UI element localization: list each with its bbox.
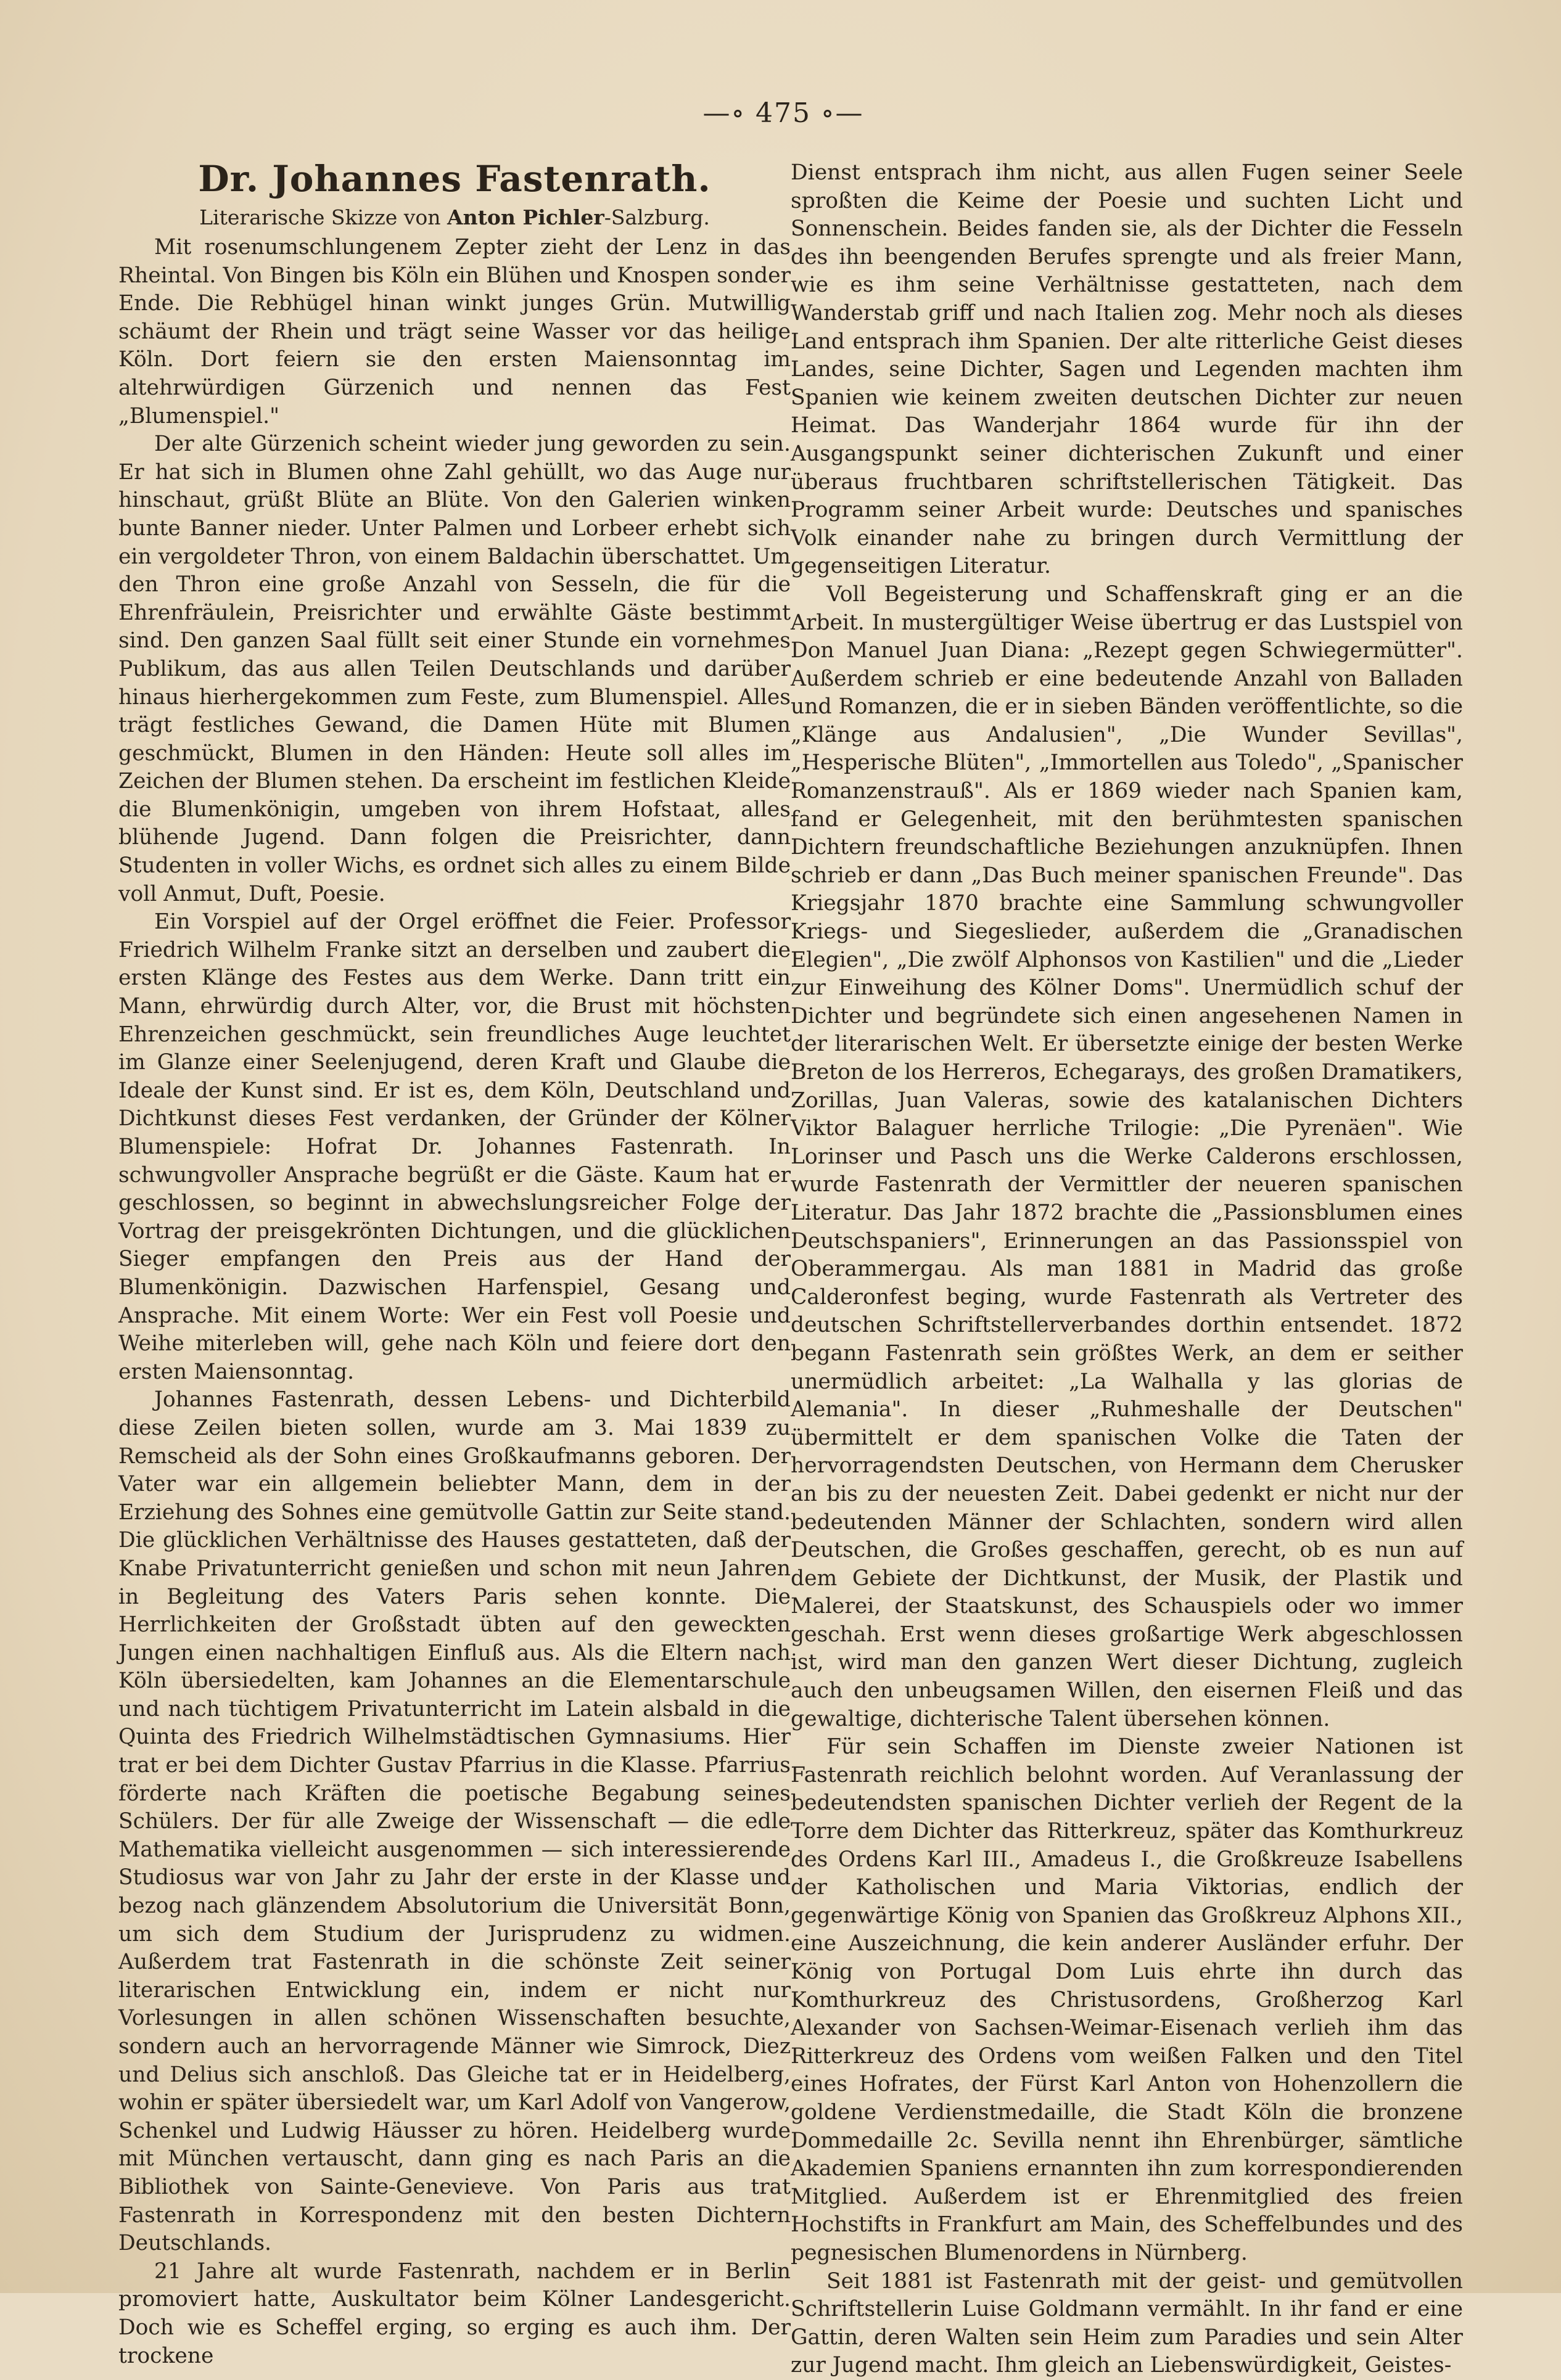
paragraph: Voll Begeisterung und Schaffenskraft ging er an die Arbeit. In mustergültiger Weise übertrug er das Lustspiel von Don Manuel Juan Diana: „Rezept gegen Schwiegermütter". Außerdem schrieb er eine bedeutende Anzahl von Balladen und Romanzen, die er in sieben Bänden veröffentlichte, so die „Klänge aus Andalusien", „Die Wunder Sevillas", „Hesperische Blüten", „Immortellen aus Toledo", „Spanischer Romanzenstrauß". Als er 1869 wieder nach Spanien kam, fand er Gelegenheit, mit den berühmtesten spanischen Dichtern freundschaftliche Beziehungen anzuknüpfen. Ihnen schrieb er dann „Das Buch meiner spanischen Freunde". Das Kriegsjahr 1870 brachte eine Sammlung schwungvoller Kriegs- und Siegeslieder, außerdem die „Granadischen Elegien", „Die zwölf Alphonsos von Kastilien" und die „Lieder zur Einweihung des Kölner Doms". Unermüdlich schuf der Dichter und begründete sich einen angesehenen Namen in der literarischen Welt. Er übersetzte einige der besten Werke Breton de los Herreros, Echegarays, des großen Dramatikers, Zorillas, Juan Valeras, sowie des katalanischen Dichters Viktor Balaguer herrliche Trilogie: „Die Pyrenäen". Wie Lorinser und Pasch uns die Werke Calderons erschlossen, wurde Fastenrath der Vermittler der neueren spanischen Literatur. Das Jahr 1872 brachte die „Passionsblumen eines Deutschspaniers", Erinnerungen an das Passionsspiel von Oberammergau. Als man 1881 in Madrid das große Calderonfest beging, wurde Fastenrath als Vertreter des deutschen Schriftstellerverbandes dorthin entsendet. 1872 begann Fastenrath sein größtes Werk, an dem er seither unermüdlich arbeitet: „La Walhalla y las glorias de Alemania". In dieser „Ruhmeshalle der Deutschen" übermittelt er dem spanischen Volke die Taten der hervorragendsten Deutschen, von Hermann dem Cherusker an bis zu der neuesten Zeit. Dabei gedenkt er nicht nur der bedeutenden Männer der Schlachten, sondern wird allen Deutschen, die Großes geschaffen, gerecht, ob es nun auf dem Gebiete der Dichtkunst, der Musik, der Plastik und Malerei, der Staatskunst, des Schauspiels oder wo immer geschah. Erst wenn dieses großartige Werk abgeschlossen ist, wird man den ganzen Wert dieser Dichtung, zugleich auch den unbeugsamen Willen, den eisernen Fleiß und das gewaltige, dichterische Talent übersehen können.	[791, 581, 1463, 1731]
paragraph-continuation: Dienst entsprach ihm nicht, aus allen Fugen seiner Seele sproßten die Keime der Poesie und suchten Licht und Sonnenschein. Beides fanden sie, als der Dichter die Fesseln des ihn beengenden Berufes sprengte und als freier Mann, wie es ihm seine Verhältnisse gestatteten, nach dem Wanderstab griff und nach Italien zog. Mehr noch als dieses Land entsprach ihm Spanien. Der alte ritterliche Geist dieses Landes, seine Dichter, Sagen und Legenden machten ihm Spanien wie keinem zweiten deutschen Dichter zur neuen Heimat. Das Wanderjahr 1864 wurde für ihn der Ausgangspunkt seiner dichterischen Zukunft und einer überaus fruchtbaren schriftstellerischen Tätigkeit. Das Programm seiner Arbeit wurde: Deutsches und spanisches Volk einander nahe zu bringen durch Vermittlung der gegenseitigen Literatur.	[791, 160, 1463, 579]
paragraph: Ein Vorspiel auf der Orgel eröffnet die Feier. Professor Friedrich Wilhelm Franke sitzt an derselben und zaubert die ersten Klänge des Festes aus dem Werke. Dann tritt ein Mann, ehrwürdig durch Alter, vor, die Brust mit höchsten Ehrenzeichen geschmückt, sein freundliches Auge leuchtet im Glanze einer Seelenjugend, deren Kraft und Glaube die Ideale der Kunst sind. Er ist es, dem Köln, Deutschland und Dichtkunst dieses Fest verdanken, der Gründer der Kölner Blumenspiele: Hofrat Dr. Johannes Fastenrath. In schwungvoller Ansprache begrüßt er die Gäste. Kaum hat er geschlossen, so beginnt in abwechslungsreicher Folge der Vortrag der preisgekrönten Dichtungen, und die glücklichen Sieger empfangen den Preis aus der Hand der Blumenkönigin. Dazwischen Harfenspiel, Gesang und Ansprache. Mit einem Worte: Wer ein Fest voll Poesie und Weihe miterleben will, gehe nach Köln und feiere dort den ersten Maiensonntag.	[118, 909, 791, 1384]
paragraph: Für sein Schaffen im Dienste zweier Nationen ist Fastenrath reichlich belohnt worden. Auf Veranlassung der bedeutendsten spanischen Dichter verlieh der Regent de la Torre dem Dichter das Ritterkreuz, später das Komthurkreuz des Ordens Karl III., Amadeus I., die Großkreuze Isabellens der Katholischen und Maria Viktorias, endlich der gegenwärtige König von Spanien das Großkreuz Alphons XII., eine Auszeichnung, die kein anderer Ausländer erfuhr. Der König von Portugal Dom Luis ehrte ihn durch das Komthurkreuz des Christusordens, Großherzog Karl Alexander von Sachsen-Weimar-Eisenach verlieh ihm das Ritterkreuz des Ordens vom weißen Falken und den Titel eines Hofrates, der Fürst Karl Anton von Hohenzollern die goldene Verdienstmedaille, die Stadt Köln die bronzene Dommedaille 2c. Sevilla nennt ihn Ehrenbürger, sämtliche Akademien Spaniens ernannten ihn zum korrespondierenden Mitglied. Außerdem ist er Ehrenmitglied des freien Hochstifts in Frankfurt am Main, des Scheffelbundes und des pegnesischen Blumenordens in Nürnberg.	[791, 1734, 1463, 2265]
page-number: —∘ 475 ∘—	[702, 97, 864, 129]
right-column	[791, 159, 1463, 2380]
article-subtitle	[118, 204, 791, 231]
subtitle-author: Anton Pichler	[447, 205, 604, 229]
paragraph: Seit 1881 ist Fastenrath mit der geist- und gemütvollen Schriftstellerin Luise Goldmann vermählt. In ihr fand er eine Gattin, deren Walten sein Heim zum Paradies und sein Alter zur Jugend macht. Ihm gleich an Liebenswürdigkeit, Geistes-	[791, 2268, 1463, 2378]
paragraph: Der alte Gürzenich scheint wieder jung geworden zu sein. Er hat sich in Blumen ohne Zahl gehüllt, wo das Auge nur hinschaut, grüßt Blüte an Blüte. Von den Galerien winken bunte Banner nieder. Unter Palmen und Lorbeer erhebt sich ein vergoldeter Thron, von einem Baldachin überschattet. Um den Thron eine große Anzahl von Sesseln, die für die Ehrenfräulein, Preisrichter und erwählte Gäste bestimmt sind. Den ganzen Saal füllt seit einer Stunde ein vornehmes Publikum, das aus allen Teilen Deutschlands und darüber hinaus hierhergekommen zum Feste, zum Blumenspiel. Alles trägt festliches Gewand, die Damen Hüte mit Blumen geschmückt, Blumen in den Händen: Heute soll alles im Zeichen der Blumen stehen. Da erscheint im festlichen Kleide die Blumenkönigin, umgeben von ihrem Hofstaat, alles blühende Jugend. Dann folgen die Preisrichter, dann Studenten in voller Wichs, es ordnet sich alles zu einem Bilde voll Anmut, Duft, Poesie.	[118, 432, 791, 906]
paragraph: 21 Jahre alt wurde Fastenrath, nachdem er in Berlin promoviert hatte, Auskultator beim Kölner Landesgericht. Doch wie es Scheffel erging, so erging es auch ihm. Der trockene	[118, 2259, 791, 2368]
paragraph: Johannes Fastenrath, dessen Lebens- und Dichterbild diese Zeilen bieten sollen, wurde am 3. Mai 1839 zu Remscheid als der Sohn eines Großkaufmanns geboren. Der Vater war ein allgemein beliebter Mann, dem in der Erziehung des Sohnes eine gemütvolle Gattin zur Seite stand. Die glücklichen Verhältnisse des Hauses gestatteten, daß der Knabe Privatunterricht genießen und schon mit neun Jahren in Begleitung des Vaters Paris sehen konnte. Die Herrlichkeiten der Großstadt übten auf den geweckten Jungen einen nachhaltigen Einfluß aus. Als die Eltern nach Köln übersiedelten, kam Johannes an die Elementarschule und nach tüchtigem Privatunterricht im Latein alsbald in die Quinta des Friedrich Wilhelmstädtischen Gymnasiums. Hier trat er bei dem Dichter Gustav Pfarrius in die Klasse. Pfarrius förderte nach Kräften die poetische Begabung seines Schülers. Der für alle Zweige der Wissenschaft — die edle Mathematika vielleicht ausgenommen — sich interessierende Studiosus war von Jahr zu Jahr der erste in der Klasse und bezog nach glänzendem Absolutorium die Universität Bonn, um sich dem Studium der Jurisprudenz zu widmen. Außerdem trat Fastenrath in die schönste Zeit seiner literarischen Entwicklung ein, indem er nicht nur Vorlesungen in allen schönen Wissenschaften besuchte, sondern auch an hervorragende Männer wie Simrock, Diez und Delius sich anschloß. Das Gleiche tat er in Heidelberg, wohin er später übersiedelt war, um Karl Adolf von Vangerow, Schenkel und Ludwig Häusser zu hören. Heidelberg wurde mit München vertauscht, dann ging es nach Paris an die Bibliothek von Sainte-Genevieve. Von Paris aus trat Fastenrath in Korrespondenz mit den besten Dichtern Deutschlands.	[118, 1387, 791, 2256]
article-title: Dr. Johannes Fastenrath.	[198, 158, 711, 200]
paragraph: Mit rosenumschlungenem Zepter zieht der Lenz in das Rheintal. Von Bingen bis Köln ein Blühen und Knospen sonder Ende. Die Rebhügel hinan winkt junges Grün. Mutwillig schäumt der Rhein und trägt seine Wasser vor das heilige Köln. Dort feiern sie den ersten Maiensonntag im altehrwürdigen Gürzenich und nennen das Fest „Blumenspiel."	[118, 235, 791, 429]
subtitle-prefix: Literarische Skizze von	[199, 205, 448, 229]
left-column	[118, 157, 791, 2370]
subtitle-suffix: -Salzburg.	[604, 205, 710, 229]
